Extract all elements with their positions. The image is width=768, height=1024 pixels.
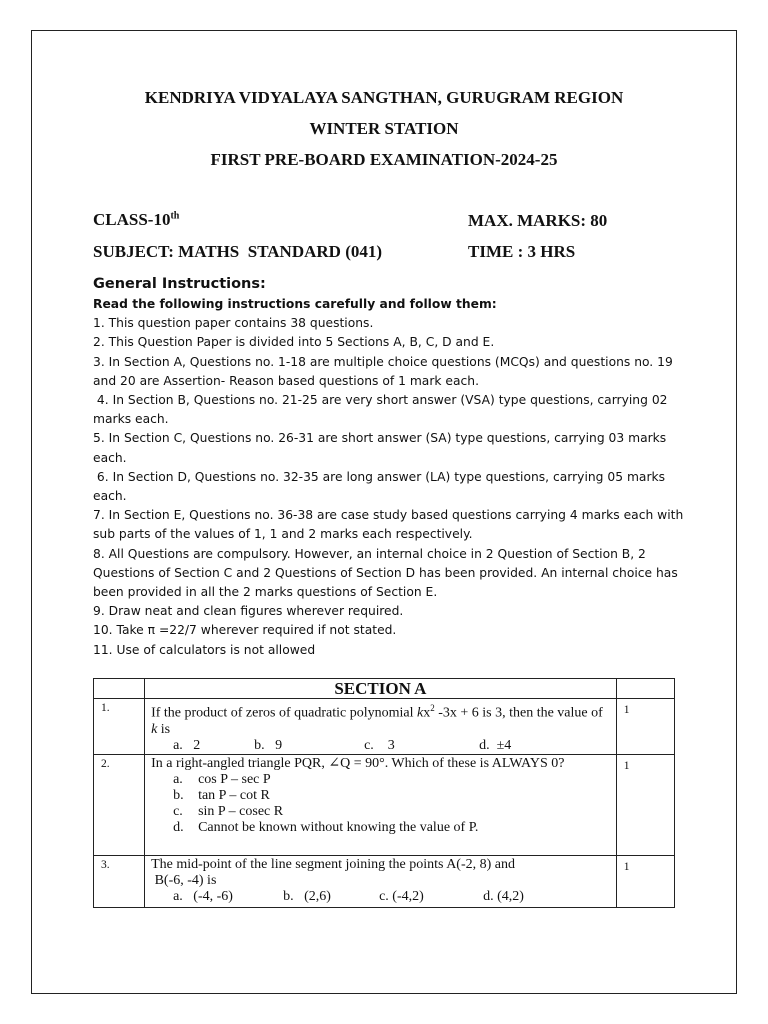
section-a-table — [93, 678, 675, 908]
instruction-item: 5. In Section C, Questions no. 26-31 are short answer (SA) type questions, carrying 03 marks each. — [93, 431, 667, 465]
instruction-item: 4. In Section B, Questions no. 21-25 are very short answer (VSA) type questions, carrying 02 marks each. — [93, 393, 672, 427]
option-d: d. Cannot be known without knowing the value of P. — [173, 819, 479, 835]
options-row — [151, 738, 610, 754]
question-number: 2. — [94, 754, 145, 855]
class-label: CLASS-10th — [93, 210, 180, 229]
question-stem-continued: B(-6, -4) is — [151, 872, 217, 888]
option-a: a. 2 — [173, 737, 201, 753]
instruction-item: 2. This Question Paper is divided into 5 Sections A, B, C, D and E. — [93, 335, 495, 350]
question-stem: The mid-point of the line segment joining the points A(-2, 8) and — [151, 856, 516, 872]
section-a-title: SECTION A — [145, 679, 617, 699]
instruction-item: 1. This question paper contains 38 questions. — [93, 316, 374, 331]
option-d: d. ±4 — [479, 737, 512, 753]
station-heading: WINTER STATION — [309, 119, 459, 138]
subject-label: SUBJECT: MATHS STANDARD (041) — [93, 242, 383, 261]
question-marks: 1 — [616, 855, 674, 907]
option-b: b. 9 — [254, 737, 283, 753]
general-instructions — [93, 274, 693, 660]
question-number: 3. — [94, 855, 145, 907]
instruction-item: 7. In Section E, Questions no. 36-38 are case study based questions carrying 4 marks each with sub parts of the values of 1, 1 and 2 marks each respectively. — [93, 508, 684, 542]
option-c: c. 3 — [364, 737, 395, 753]
question-row — [94, 855, 675, 907]
option-c: c. sin P – cosec R — [173, 803, 284, 819]
question-text — [145, 754, 617, 855]
exam-title-heading: FIRST PRE-BOARD EXAMINATION-2024-25 — [210, 150, 558, 169]
school-name-heading: KENDRIYA VIDYALAYA SANGTHAN, GURUGRAM REGION — [144, 88, 624, 107]
option-a: a. (-4, -6) — [173, 888, 233, 904]
question-text — [145, 699, 617, 755]
instructions-intro: Read the following instructions carefully and follow them: — [93, 297, 497, 311]
instructions-heading: General Instructions: — [93, 276, 266, 292]
instruction-item: 3. In Section A, Questions no. 1-18 are multiple choice questions (MCQs) and questions no. 19 and 20 are Assertion- Reason based questions of 1 mark each. — [93, 354, 673, 388]
option-c: c. (-4,2) — [379, 888, 424, 904]
instruction-item: 8. All Questions are compulsory. However, an internal choice in 2 Question of Section B, 2 Questions of Section C and 2 Questions of Section D has been provided. An internal choice has been provided in all the 2 marks questions of Section E. — [93, 546, 678, 600]
question-row — [94, 699, 675, 755]
question-text — [145, 855, 617, 907]
time-label: TIME : 3 HRS — [468, 242, 576, 261]
option-a: a. cos P – sec P — [173, 771, 271, 787]
question-stem: If the product of zeros of quadratic polynomial $kx^2$ -3x + 6 is 3, then the value of k is — [151, 703, 603, 737]
instruction-item: 6. In Section D, Questions no. 32-35 are long answer (LA) type questions, carrying 05 marks each. — [93, 469, 669, 504]
option-b: b. (2,6) — [283, 888, 331, 904]
instruction-item: 11. Use of calculators is not allowed — [93, 642, 316, 657]
option-d: d. (4,2) — [483, 888, 524, 904]
max-marks-label: MAX. MARKS: 80 — [468, 211, 608, 230]
instruction-item: 10. Take π =22/7 wherever required if not stated. — [93, 623, 397, 638]
options-row — [151, 889, 610, 905]
question-number: 1. — [94, 699, 145, 755]
question-marks: 1 — [616, 754, 674, 855]
question-row — [94, 754, 675, 855]
section-title-row — [94, 679, 675, 699]
question-stem: In a right-angled triangle PQR, ∠Q = 90°. Which of these is ALWAYS 0? — [151, 755, 565, 771]
option-b: b. tan P – cot R — [173, 787, 270, 803]
question-marks: 1 — [616, 699, 674, 755]
instruction-item: 9. Draw neat and clean figures wherever required. — [93, 604, 404, 619]
options-list — [151, 772, 610, 836]
